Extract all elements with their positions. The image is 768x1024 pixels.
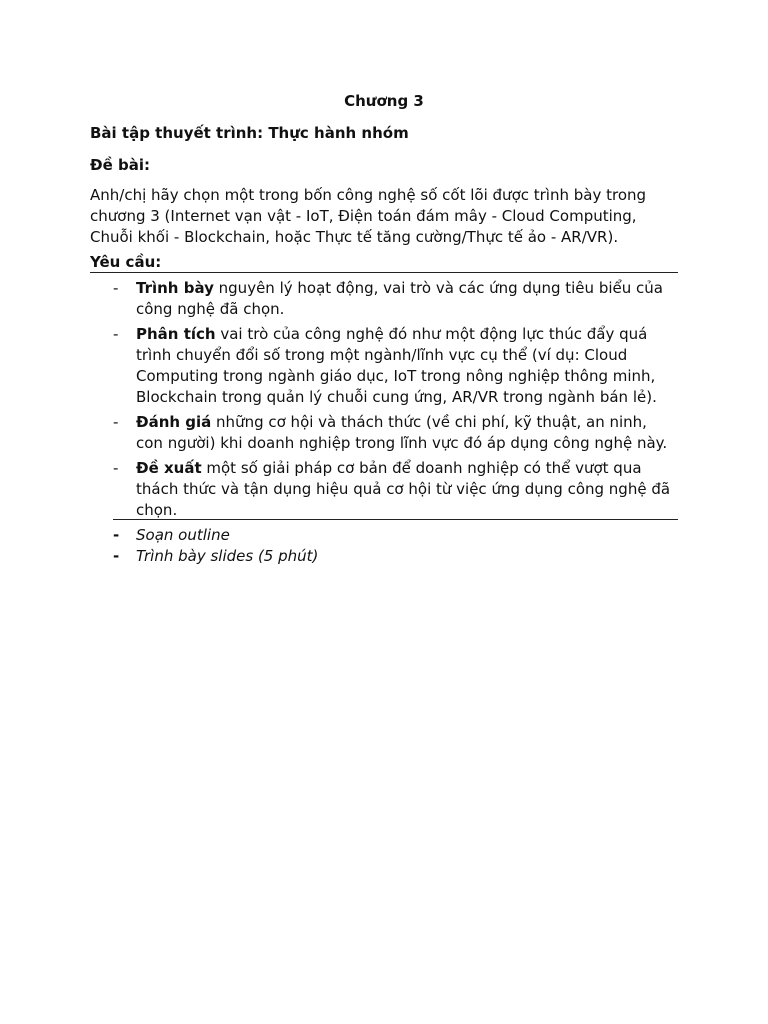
list-item [90, 412, 678, 454]
bullet-dash: - [113, 325, 119, 343]
requirements-list [90, 278, 678, 525]
list-item [90, 278, 678, 320]
prompt-heading: Đề bài: [90, 156, 150, 174]
requirement-text: nguyên lý hoạt động, vai trò và các ứng dụng tiêu biểu của công nghệ đã chọn. [136, 279, 663, 318]
assignment-title: Bài tập thuyết trình: Thực hành nhóm [90, 124, 409, 142]
list-item [90, 324, 678, 408]
bullet-dash: - [113, 526, 120, 544]
list-item [90, 525, 678, 546]
requirement-text: những cơ hội và thách thức (về chi phí, kỹ thuật, an ninh, con người) khi doanh nghiệp trong lĩnh vực đó áp dụng công nghệ này. [136, 413, 668, 452]
chapter-title: Chương 3 [344, 92, 424, 110]
requirements-heading: Yêu cầu: [90, 253, 162, 271]
bullet-dash: - [113, 279, 119, 297]
requirement-text: một số giải pháp cơ bản để doanh nghiệp có thể vượt qua thách thức và tận dụng hiệu quả cơ hội từ việc ứng dụng công nghệ đã chọn. [136, 459, 671, 519]
bullet-dash: - [113, 547, 120, 565]
requirement-keyword: Trình bày [136, 279, 214, 297]
bullet-dash: - [113, 413, 119, 431]
requirement-keyword: Đánh giá [136, 413, 212, 431]
prompt-text: Anh/chị hãy chọn một trong bốn công nghệ số cốt lõi được trình bày trong chương 3 (Internet vạn vật - IoT, Điện toán đám mây - Cloud Computing, Chuỗi khối - Blockchain, hoặc Thực tế tăng cường/Thực tế ảo - AR/VR). [90, 186, 647, 246]
task-text: Soạn outline [136, 526, 230, 544]
bullet-dash: - [113, 459, 119, 477]
requirement-keyword: Đề xuất [136, 459, 202, 477]
bottom-divider [113, 519, 678, 520]
top-divider [90, 272, 678, 273]
requirement-text: vai trò của công nghệ đó như một động lực thúc đẩy quá trình chuyển đổi số trong một ngành/lĩnh vực cụ thể (ví dụ: Cloud Computing trong ngành giáo dục, IoT trong nông nghiệp thông minh, Blockchain trong quản lý chuỗi cung ứng, AR/VR trong ngành bán lẻ). [136, 325, 657, 406]
task-text: Trình bày slides (5 phút) [136, 547, 319, 565]
requirement-keyword: Phân tích [136, 325, 216, 343]
tasks-list [90, 525, 678, 567]
list-item [90, 458, 678, 521]
list-item [90, 546, 678, 567]
